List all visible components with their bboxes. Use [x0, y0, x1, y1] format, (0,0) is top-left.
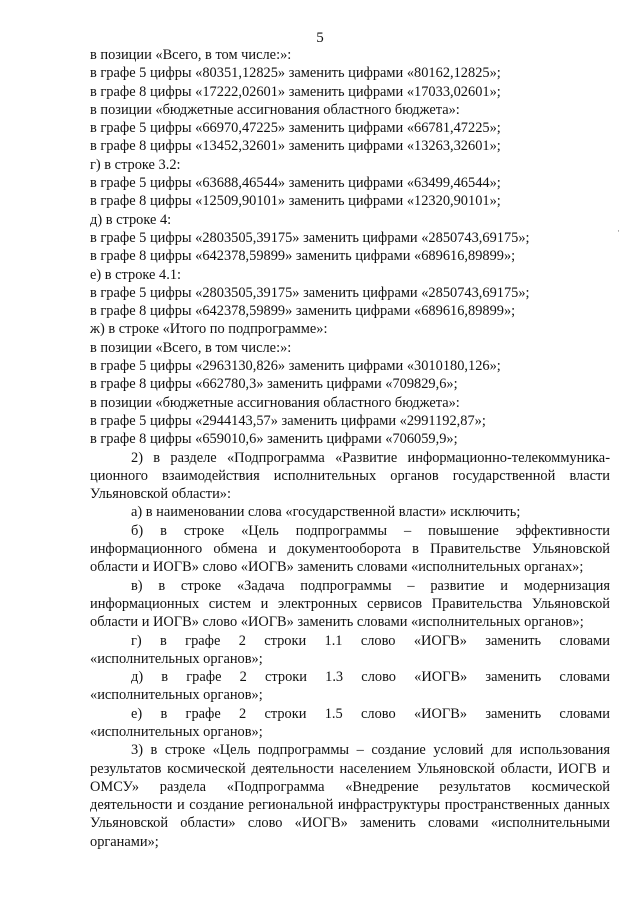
amendment-line: в графе 8 цифры «642378,59899» заменить цифрами «689616,89899»;: [90, 303, 516, 320]
amendment-line: е) в строке 4.1:: [90, 266, 182, 283]
amendment-line: в графе 8 цифры «13452,32601» заменить цифрами «13263,32601»;: [90, 138, 501, 155]
paragraph-2d-line1: д) в графе 2 строки 1.3 слово «ИОГВ» заменить словами: [131, 669, 610, 686]
amendment-line: в графе 8 цифры «642378,59899» заменить цифрами «689616,89899»;: [90, 248, 516, 265]
amendment-line: в графе 8 цифры «17222,02601» заменить цифрами «17033,02601»;: [90, 83, 501, 100]
amendment-line: в графе 5 цифры «2963130,826» заменить цифрами «3010180,126»;: [90, 358, 501, 375]
amendment-line: в графе 5 цифры «2803505,39175» заменить цифрами «2850743,69175»;: [90, 284, 530, 301]
amendment-line: ж) в строке «Итого по подпрограмме»:: [90, 321, 328, 338]
paragraph-2e: [90, 705, 610, 742]
paragraph-3: 3) в строке «Цель подпрограммы – создание условий для использования результатов космической деятельности населением Ульяновской области, ИОГВ и ОМСУ» раздела «Подпрограмма «Внедрение результатов космической деятельности и создание региональной инфраструктуры пространственных данных Ульяновской области» слово «ИОГВ» заменить словами «исполнительными органами»;: [90, 742, 610, 850]
scan-speck: ·: [617, 226, 620, 236]
amendment-line: в позиции «бюджетные ассигнования областного бюджета»:: [90, 101, 460, 118]
amendment-line: в графе 5 цифры «63688,46544» заменить цифрами «63499,46544»;: [90, 175, 501, 192]
paragraph-2g-line2: «исполнительных органов»;: [90, 650, 263, 667]
amendment-line: в позиции «Всего, в том числе:»:: [90, 47, 292, 63]
paragraph-2a: а) в наименовании слова «государственной власти» исключить;: [131, 504, 521, 521]
amendment-line: в позиции «Всего, в том числе:»:: [90, 339, 292, 356]
amendment-lines: [90, 46, 610, 449]
paragraph-2e-line2: «исполнительных органов»;: [90, 723, 263, 740]
paragraph-2b: б) в строке «Цель подпрограммы – повышение эффективности информационного обмена и документооборота в Правительстве Ульяновской области и ИОГВ» слово «ИОГВ» заменить словами «исполнительных органах»;: [90, 522, 610, 576]
amendment-line: в графе 5 цифры «66970,47225» заменить цифрами «66781,47225»;: [90, 120, 501, 137]
amendment-line: в графе 5 цифры «2944143,57» заменить цифрами «2991192,87»;: [90, 412, 486, 429]
paragraph-2g: [90, 632, 610, 669]
amendment-line: в графе 5 цифры «2803505,39175» заменить цифрами «2850743,69175»;: [90, 229, 530, 246]
paragraph-2d: [90, 668, 610, 705]
page-number: 5: [316, 30, 324, 46]
amendment-line: в графе 5 цифры «80351,12825» заменить цифрами «80162,12825»;: [90, 65, 501, 82]
amendment-line: д) в строке 4:: [90, 211, 172, 228]
amendment-line: г) в строке 3.2:: [90, 156, 181, 173]
document-body: [90, 46, 610, 851]
amendment-line: в позиции «бюджетные ассигнования областного бюджета»:: [90, 394, 460, 411]
paragraph-2v: в) в строке «Задача подпрограммы – развитие и модернизация информационных систем и электронных сервисов Правительства Ульяновской области и ИОГВ» слово «ИОГВ» заменить словами «исполнительных органов»;: [90, 577, 610, 631]
amendment-line: в графе 8 цифры «662780,3» заменить цифрами «709829,6»;: [90, 376, 458, 393]
paragraph-2d-line2: «исполнительных органов»;: [90, 687, 263, 704]
paragraph-2e-line1: е) в графе 2 строки 1.5 слово «ИОГВ» заменить словами: [131, 705, 610, 722]
paragraph-2g-line1: г) в графе 2 строки 1.1 слово «ИОГВ» заменить словами: [131, 632, 610, 649]
paragraph-2: 2) в разделе «Подпрограмма «Развитие информационно-телекоммуника-ционного взаимодействия исполнительных органов государственной власти Ульяновской области»:: [90, 449, 610, 503]
amendment-line: в графе 8 цифры «659010,6» заменить цифрами «706059,9»;: [90, 431, 458, 448]
amendment-line: в графе 8 цифры «12509,90101» заменить цифрами «12320,90101»;: [90, 193, 501, 210]
